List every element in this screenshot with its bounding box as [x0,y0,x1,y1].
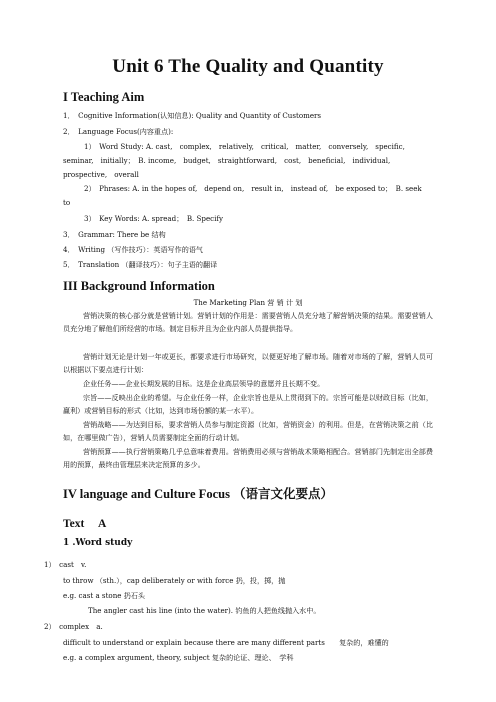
aim-line: 2） Phrases: A. in the hopes of, depend on, result in, instead of, be exposed to； B. seek [84,184,422,193]
aim-line: to [63,198,71,207]
entry-example: The angler cast his line (into the water). 钓鱼的人把鱼线抛入水中。 [88,606,321,615]
word-study-heading: 1 .Word study [63,538,133,548]
aim-line: 3． Grammar: There be 结构 [63,230,166,239]
aim-line: prospective, overall [63,170,139,179]
aim-line: 1． Cognitive Information(认知信息): Quality and Quantity of Customers [63,111,322,120]
background-paragraph: 营销计划无论是计划一年或更长，都要求进行市场研究，以便更好地了解市场。随着对市场的了解，营销人员可以根据以下要点进行计划： [63,352,433,374]
entry-definition: difficult to understand or explain because there are many different parts 复杂的，难懂的 [63,638,389,647]
aim-line: 1） Word Study: A. cast, complex, relatively, critical, matter, conversely, specific, [84,142,405,151]
aim-line: 4． Writing （写作技巧）：英语写作的语气 [63,245,204,254]
entry-definition: to throw （sth.），cap deliberately or with force 扔，投，掷，抛 [63,576,286,585]
background-paragraph: 宗旨——反映出企业的希望。与企业任务一样，企业宗旨也是从上贯彻到下的。宗旨可能是以财政目标（比如，赢利）或营销目标的形式（比如，达到市场份额的某一水平）。 [63,393,433,415]
background-paragraph: 营销战略——为达到目标，要求营销人员参与制定资源（比如，营销资金）的利用。但是，在营销决策之前（比如，在哪里做广告），营销人员需要制定全面的行动计划。 [63,420,433,442]
aim-line: seminar, initially； B. income, budget, straightforward, cost, beneficial, individual, [63,156,391,165]
section-heading-focus: IV language and Culture Focus （语言文化要点） [63,487,334,501]
entry-example: e.g. a complex argument, theory, subject 复杂的论证、理论、 学科 [63,653,294,662]
aim-line: 3） Key Words: A. spread； B. Specify [84,214,224,223]
entry-example: e.g. cast a stone 扔石头 [63,591,146,600]
entry-headword: 1） cast v. [44,560,87,569]
plan-title: The Marketing Plan 营 销 计 划 [193,298,303,307]
background-paragraph: 企业任务——企业长期发展的目标。这是企业高层领导的意愿并且长期不变。 [83,379,325,388]
section-heading-background: III Background Information [63,279,215,293]
document-title: Unit 6 The Quality and Quantity [112,56,384,77]
text-a-heading: Text A [63,518,107,530]
section-heading-teaching-aim: I Teaching Aim [63,90,145,104]
aim-line: 5． Translation （翻译技巧）：句子主语的翻译 [63,260,218,269]
aim-line: 2． Language Focus(内容重点): [63,127,174,136]
entry-headword: 2） complex a. [44,622,103,631]
background-paragraph: 营销预算——执行营销策略几乎总意味着费用。营销费用必须与营销战术策略相配合。营销部门先制定出全部费用的预算，最终由管理层来决定预算的多少。 [63,447,433,469]
background-paragraph: 营销决策的核心部分就是营销计划。营销计划的作用是：需要营销人员充分地了解营销决策的结果。需要营销人员充分地了解他们所经营的市场。制定目标并且为企业内部人员提供指导。 [63,311,433,333]
